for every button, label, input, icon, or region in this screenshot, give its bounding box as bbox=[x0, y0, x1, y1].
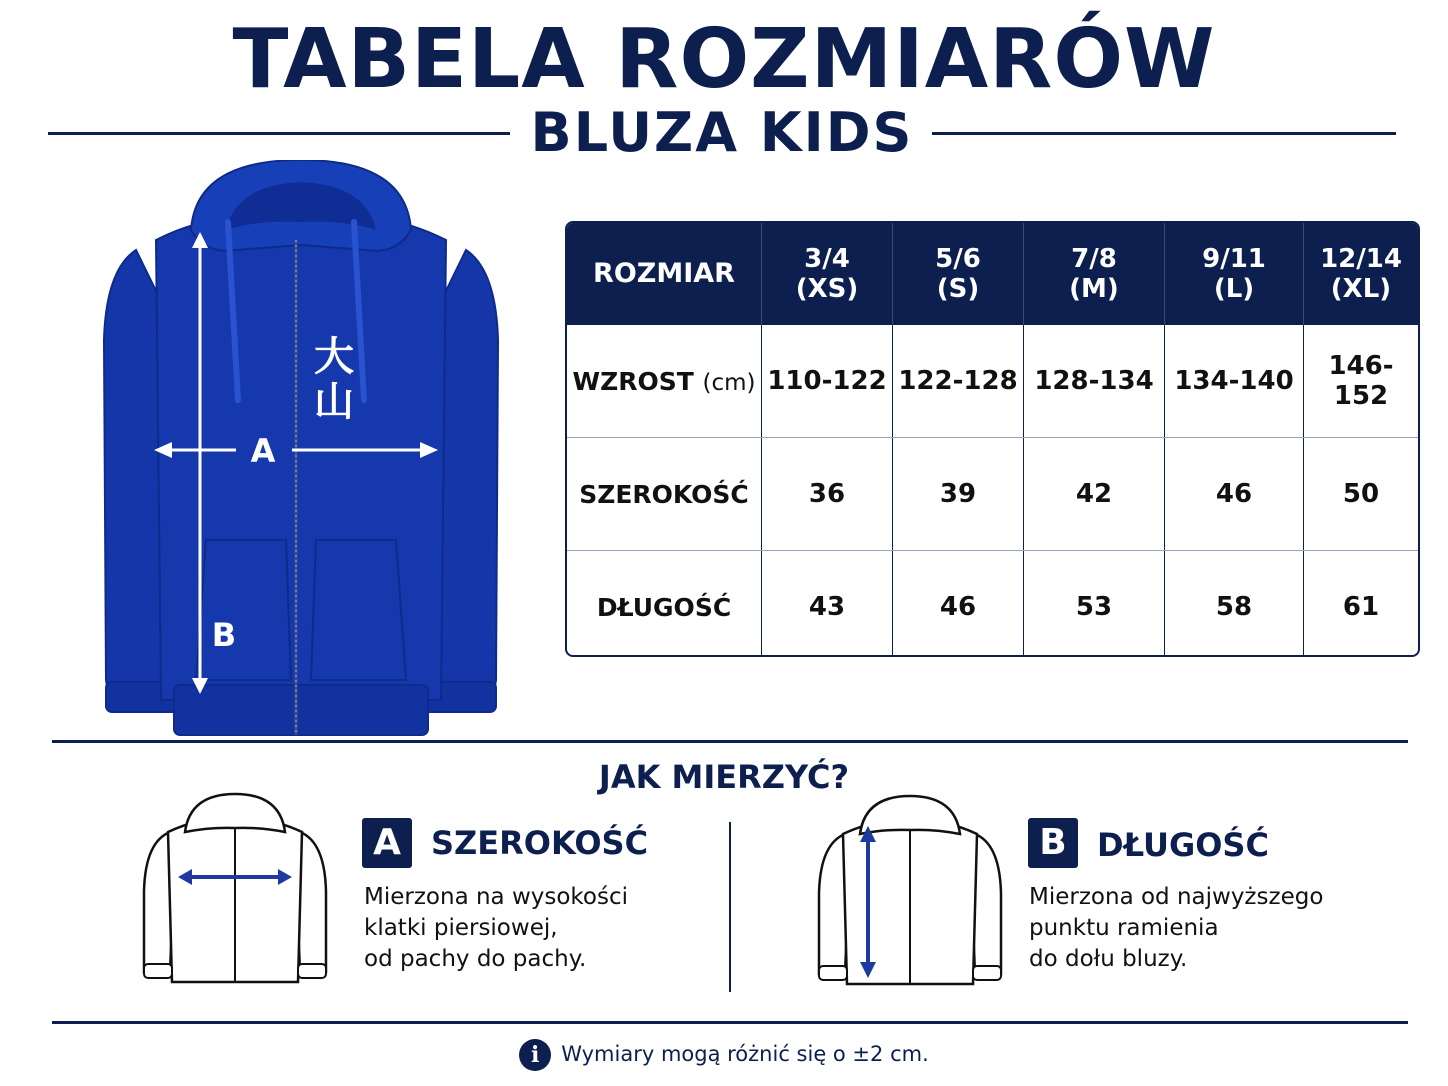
table-cell: 61 bbox=[1342, 592, 1380, 622]
width-heading: SZEROKOŚĆ bbox=[431, 824, 649, 862]
page-title: TABELA ROZMIARÓW bbox=[232, 12, 1216, 107]
row-label-length: DŁUGOŚĆ bbox=[567, 551, 762, 658]
table-cell: 39 bbox=[893, 438, 1024, 551]
footer-note bbox=[0, 1036, 1448, 1072]
length-description: Mierzona od najwyższego punktu ramienia do dołu bluzy. bbox=[1029, 884, 1324, 972]
table-cell: 146-152 bbox=[1304, 325, 1419, 438]
table-cell: 110-122 bbox=[762, 325, 893, 438]
column-header: 5/6 (S) bbox=[893, 223, 1024, 325]
table-cell: 58 bbox=[1165, 551, 1304, 658]
kanji-bottom: 山 bbox=[314, 379, 354, 425]
table-cell: 122-128 bbox=[893, 325, 1024, 438]
row-label-height: WZROST (cm) bbox=[567, 325, 762, 438]
section-divider-top bbox=[52, 740, 1408, 743]
row-label-width: SZEROKOŚĆ bbox=[567, 438, 762, 551]
table-cell: 46 bbox=[893, 551, 1024, 658]
size-table bbox=[565, 221, 1420, 657]
badge-b: B bbox=[1028, 818, 1078, 868]
length-measure-hoodie-icon bbox=[815, 794, 1005, 994]
table-cell: 134-140 bbox=[1165, 325, 1304, 438]
section-divider-bottom bbox=[52, 1021, 1408, 1024]
column-header: 12/14 (XL) bbox=[1304, 223, 1419, 325]
table-cell: 42 bbox=[1024, 438, 1165, 551]
how-to-divider bbox=[729, 822, 731, 992]
hoodie-illustration bbox=[96, 160, 506, 740]
table-header-row bbox=[567, 223, 1418, 325]
table-row bbox=[567, 325, 1418, 438]
table-cell: 46 bbox=[1165, 438, 1304, 551]
page-subtitle: BLUZA KIDS bbox=[530, 101, 914, 164]
how-to-title: JAK MIERZYĆ? bbox=[598, 758, 850, 796]
table-corner-header: ROZMIAR bbox=[567, 223, 762, 325]
arrow-label-a: A bbox=[250, 432, 276, 470]
table-row bbox=[567, 438, 1418, 551]
badge-a: A bbox=[362, 818, 412, 868]
info-icon: i bbox=[519, 1039, 551, 1071]
table-cell: 128-134 bbox=[1024, 325, 1165, 438]
arrow-label-b: B bbox=[211, 616, 237, 654]
column-header: 7/8 (M) bbox=[1024, 223, 1165, 325]
width-measure-hoodie-icon bbox=[140, 792, 330, 992]
subtitle-row bbox=[48, 100, 1396, 166]
table-cell: 36 bbox=[762, 438, 893, 551]
width-description: Mierzona na wysokości klatki piersiowej, od pachy do pachy. bbox=[364, 884, 629, 972]
column-header: 9/11 (L) bbox=[1165, 223, 1304, 325]
table-cell: 43 bbox=[762, 551, 893, 658]
column-header: 3/4 (XS) bbox=[762, 223, 893, 325]
table-cell: 50 bbox=[1304, 438, 1419, 551]
footer-note-text: Wymiary mogą różnić się o ±2 cm. bbox=[561, 1042, 929, 1066]
kanji-top: 大 bbox=[314, 334, 354, 380]
length-heading: DŁUGOŚĆ bbox=[1097, 826, 1269, 864]
table-cell: 53 bbox=[1024, 551, 1165, 658]
table-row bbox=[567, 551, 1418, 658]
